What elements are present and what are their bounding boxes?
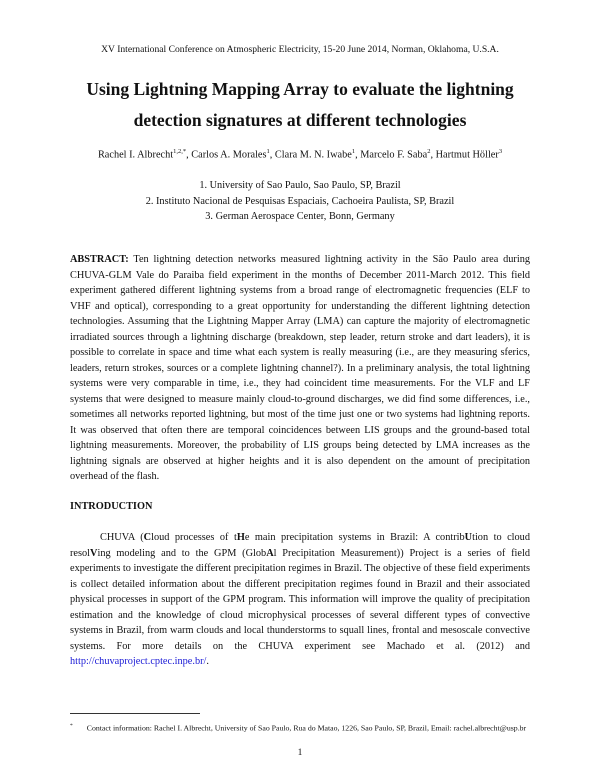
paper-title bbox=[60, 74, 540, 136]
author-name: Marcelo F. Saba bbox=[360, 149, 428, 161]
section-heading-introduction: INTRODUCTION bbox=[70, 501, 153, 512]
footnote-marker: * bbox=[70, 723, 73, 729]
abstract bbox=[70, 252, 530, 485]
affiliation: 2. Instituto Nacional de Pesquisas Espaciais, Cachoeira Paulista, SP, Brazil bbox=[145, 195, 455, 207]
conference-header: XV International Conference on Atmospheric Electricity, 15-20 June 2014, Norman, Oklahoma, U.S.A. bbox=[101, 44, 499, 55]
abstract-text: Ten lightning detection networks measured lightning activity in the São Paulo area during CHUVA-GLM Vale do Paraiba field experiment in the months of December 2011-March 2012. This field experiment gathered different lightning systems from a broad range of electromagnetic frequencies (ELF to VHF and optical), corresponding to a great opportunity for understanding the different lightning detection technologies. Assuming that the Lightning Mapper Array (LMA) can capture the majority of electromagnetic irradiated sources through a lightning discharge (breakdown, step leader, return stroke and dart leaders), it is possible to correlate in space and time what each system is really measuring (i.e., are they measuring sferics, leaders, return strokes, sources or a complete lightning channel?). In a preliminary analysis, the total lightning systems were very comparable in time, i.e., they had coincident time measurements. For the VLF and LF systems that were designed to measure mainly cloud-to-ground discharges, we did find some differences, i.e., sometimes all networks reported lightning, but most of the time just one or two systems had lightning reports. It was observed that often there are temporal coincidences between LIS groups and the ground-based total lightning measurements. Moreover, the probability of LIS groups being detected by LMA increases as the lightning signals are observed at higher heights and it is also dependent on the amount of precipitation overhead of the flash. bbox=[70, 254, 530, 482]
author-affiliation-marker: 1 bbox=[351, 148, 356, 155]
affiliation: 3. German Aerospace Center, Bonn, Germany bbox=[205, 211, 395, 222]
introduction-paragraph: CHUVA (Cloud processes of tHe main precipitation systems in Brazil: A contribUtion to cloud resolVing modeling and to the GPM (GlobAl Precipitation Measurement)) Project is a series of field experiments to investigate the different precipitation regimes in Brazil. The objective of these field experiments is collect detailed information about the different precipitation regimes found in Brazil and their associated physical processes in support of the GPM program. This information will improve the quality of precipitation estimation and the knowledge of cloud microphysical processes of several different types of convective systems in Brazil, from warm clouds and local thunderstorms to squall lines, frontal and mesoscale convective systems. For more details on the CHUVA experiment see Machado et al. (2012) and http://chuvaproject.cptec.inpe.br/. bbox=[70, 532, 530, 667]
author-name: Hartmut Höller bbox=[435, 149, 499, 161]
author-name: Clara M. N. Iwabe bbox=[274, 149, 352, 161]
author-affiliation-marker: 3 bbox=[498, 148, 503, 155]
title-line-2: detection signatures at different technologies bbox=[133, 110, 467, 130]
affiliation-list bbox=[0, 178, 600, 225]
author-list: Rachel I. Albrecht$^{1,2,*}$, Carlos A. Morales$^1$, Clara M. N. Iwabe$^1$, Marcelo F. Saba$^2$, Hartmut Höller$^3$ bbox=[97, 148, 503, 161]
page-number: 1 bbox=[297, 748, 303, 758]
footnote-text: Contact information: Rachel I. Albrecht, University of Sao Paulo, Rua do Matao, 1226, Sao Paulo, SP, Brazil, Email: rachel.albrecht@usp.br bbox=[86, 723, 527, 733]
footnote-divider bbox=[70, 713, 200, 714]
author-name: Rachel I. Albrecht bbox=[97, 149, 174, 161]
chuva-project-link[interactable]: http://chuvaproject.cptec.inpe.br/ bbox=[70, 656, 207, 667]
abstract-label: ABSTRACT: bbox=[70, 254, 129, 265]
title-line-1: Using Lightning Mapping Array to evaluate the lightning bbox=[86, 79, 514, 99]
affiliation: 1. University of Sao Paulo, Sao Paulo, SP, Brazil bbox=[199, 180, 401, 191]
author-name: Carlos A. Morales bbox=[191, 149, 267, 161]
author-affiliation-marker: 1,2,* bbox=[173, 148, 187, 155]
author-affiliation-marker: 2 bbox=[427, 148, 431, 155]
author-affiliation-marker: 1 bbox=[266, 148, 270, 155]
footnote bbox=[70, 719, 530, 736]
